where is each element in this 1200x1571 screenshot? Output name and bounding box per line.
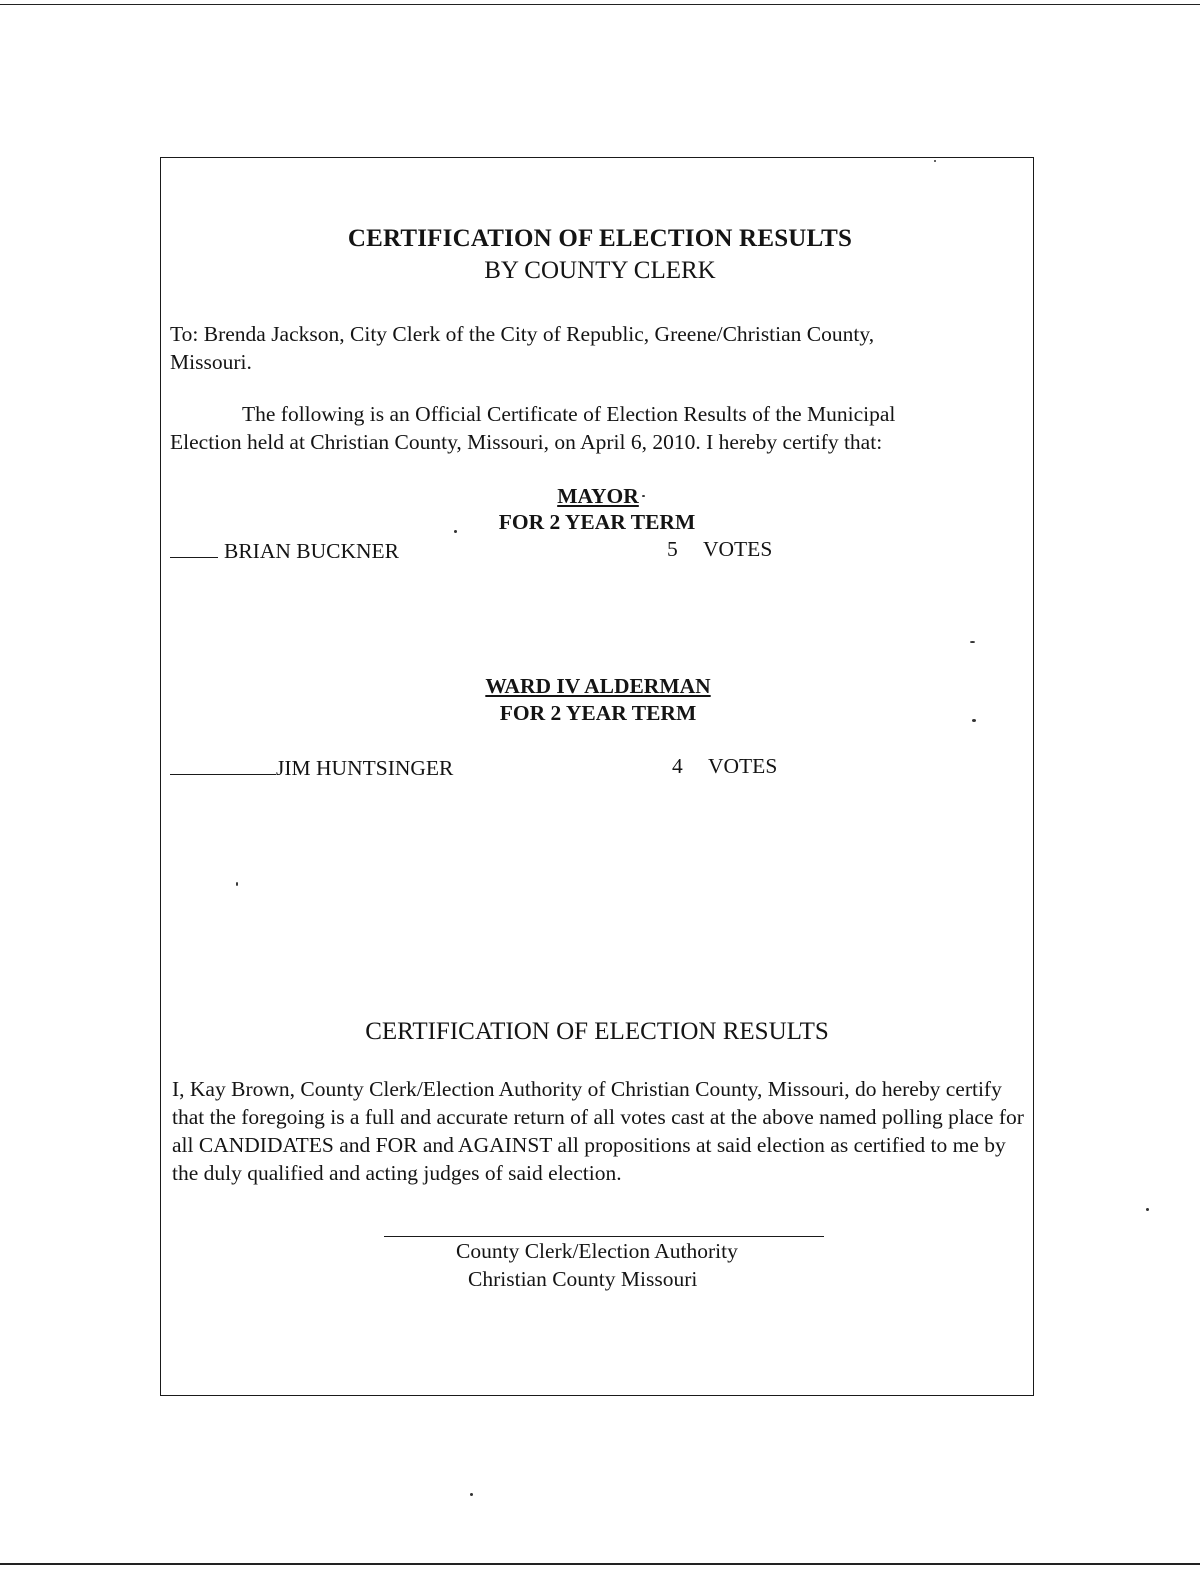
- scan-speck: [970, 641, 975, 643]
- mark-blank: [170, 754, 276, 775]
- vote-count-mayor: [667, 537, 772, 562]
- scan-speck: [642, 495, 645, 497]
- vote-label: VOTES: [703, 537, 773, 561]
- scan-edge-bottom: [0, 1563, 1200, 1565]
- scan-speck: [934, 160, 936, 162]
- scan-speck: [1146, 1208, 1149, 1211]
- vote-label: VOTES: [708, 754, 778, 778]
- candidate-name: BRIAN BUCKNER: [224, 539, 400, 563]
- candidate-name: JIM HUNTSINGER: [276, 756, 454, 780]
- certification-statement: I, Kay Brown, County Clerk/Election Authority of Christian County, Missouri, do hereby certify that the foregoing is a full and accurate return of all votes cast at the above named polling place for all CANDIDATES and FOR and AGAINST all propositions at said election as certified to me by the duly qualified and acting judges of said election.: [172, 1077, 1024, 1185]
- office-term-mayor: FOR 2 YEAR TERM: [498, 510, 696, 534]
- scan-speck: [236, 882, 238, 886]
- mark-blank: [170, 537, 218, 558]
- document-title: CERTIFICATION OF ELECTION RESULTS: [347, 225, 853, 252]
- addressee: [170, 320, 874, 376]
- scan-speck: [454, 530, 457, 533]
- vote-number: 5: [667, 537, 678, 561]
- addressee-line-2: Missouri.: [170, 350, 252, 374]
- signature-line: [384, 1236, 824, 1237]
- scan-edge-top: [0, 4, 1200, 5]
- certification-heading: CERTIFICATION OF ELECTION RESULTS: [365, 1018, 829, 1045]
- vote-count-ward-iv: [672, 754, 777, 779]
- signature-county: Christian County Missouri: [468, 1267, 698, 1291]
- intro-paragraph: [170, 400, 895, 456]
- intro-line-2: Election held at Christian County, Missouri, on April 6, 2010. I hereby certify that:: [170, 430, 883, 454]
- scan-speck: [470, 1493, 473, 1496]
- addressee-line-1: To: Brenda Jackson, City Clerk of the City of Republic, Greene/Christian County,: [170, 322, 875, 346]
- signature-title: County Clerk/Election Authority: [456, 1239, 738, 1263]
- office-term-ward-iv: FOR 2 YEAR TERM: [499, 701, 697, 725]
- vote-number: 4: [672, 754, 683, 778]
- intro-line-1: The following is an Official Certificate of Election Results of the Municipal: [242, 402, 896, 426]
- document-subtitle: BY COUNTY CLERK: [484, 257, 716, 284]
- office-title-ward-iv: WARD IV ALDERMAN: [485, 674, 711, 698]
- candidate-row-mayor: [170, 537, 399, 564]
- scan-speck: [972, 719, 976, 722]
- candidate-row-ward-iv: [170, 754, 453, 781]
- office-title-mayor: MAYOR: [557, 484, 639, 508]
